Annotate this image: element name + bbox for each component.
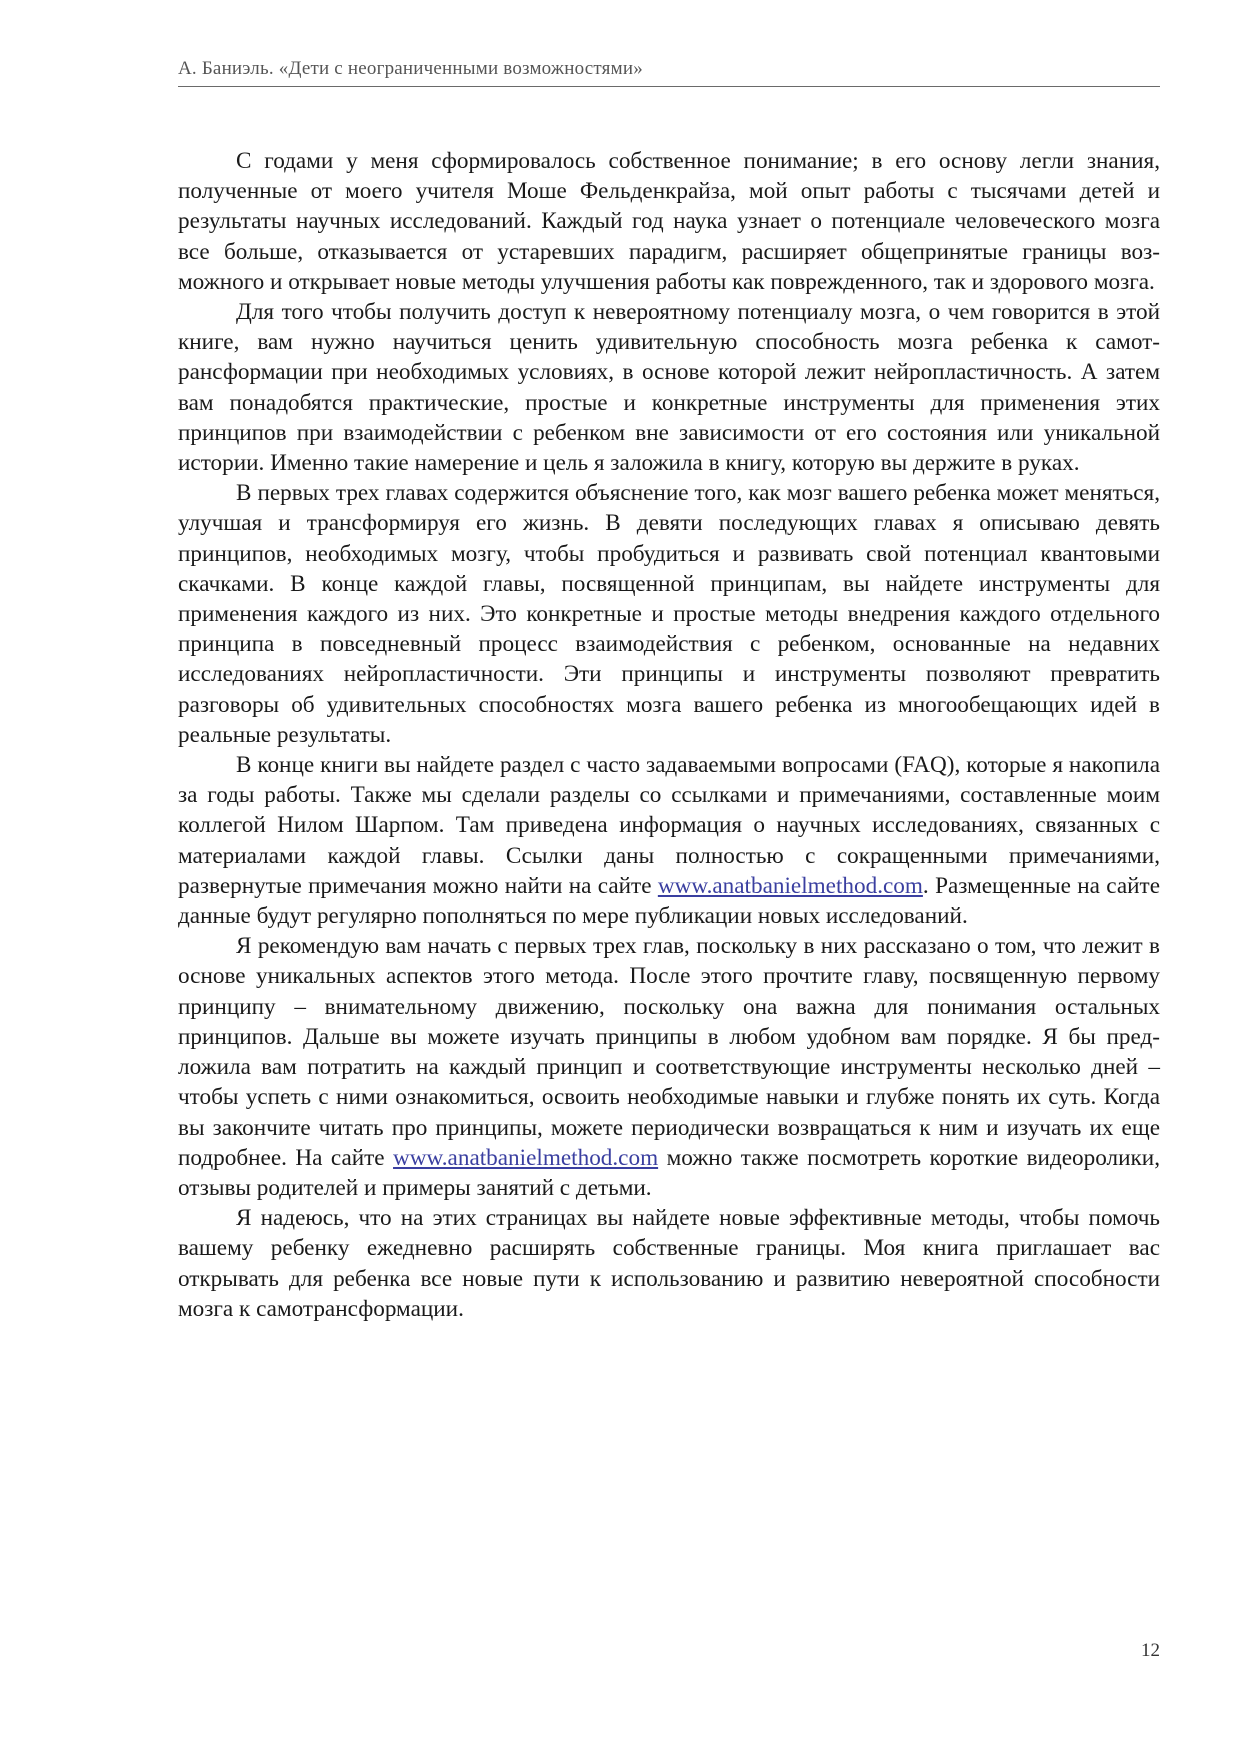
paragraph-2: Для того чтобы получить доступ к невероятному потенциалу мозга, о чем говорится в этой книге, вам нужно научиться ценить удивительную способность мозга ребенка к самотрансформации при необходимых условиях, в основе которой лежит нейропластичность. А затем вам понадобятся практические, простые и конкретные инструменты для применения этих принципов при взаимодействии с ребенком вне зависимости от его состояния или уникальной истории. Именно такие намерение и цель я заложила в книгу, которую вы держите в руках. [178, 299, 1160, 477]
paragraph-5-text-before-link: Я рекомендую вам начать с первых трех глав, поскольку в них рассказано о том, что лежит в основе уникальных аспектов этого метода. После этого прочтите главу, посвященную первому принципу – внимательному движению, поскольку она важна для понимания остальных принципов. Дальше вы можете изучать принципы в любом удобном вам порядке. Я бы предложила вам потратить на каждый принцип и соответствующие инструменты несколько дней – чтобы успеть с ними ознакомиться, освоить необходимые навыки и глубже понять их суть. Когда вы закончите читать про принципы, можете периодически возвращаться к ним и изучать их еще подробнее. На сайте [178, 933, 1160, 1171]
website-link[interactable]: www.anatbanielmethod.com [657, 872, 923, 899]
website-link[interactable]: www.anatbanielmethod.com [393, 1144, 659, 1171]
body-text [178, 146, 1160, 1324]
paragraph-6: Я надеюсь, что на этих страницах вы найдете новые эффективные методы, чтобы помочь вашему ребенку ежедневно расширять собственные границы. Моя книга приглашает вас открывать для ребенка все новые пути к использованию и развитию невероятной способности мозга к самотрансформации. [178, 1205, 1160, 1322]
paragraph-4-text-after-link: . Размещенные на сайте данные будут регулярно пополняться по мере публикации новых исследований. [178, 872, 1160, 930]
paragraph-5 [178, 931, 1160, 1203]
paragraph-5-text-after-link: можно также посмотреть короткие видеоролики, отзывы родителей и примеры занятий с детьми. [178, 1144, 1160, 1201]
header-divider [178, 86, 1160, 87]
page-number: 12 [1141, 1640, 1160, 1661]
paragraph-4-text-before-link: В конце книги вы найдете раздел с часто задаваемыми вопросами (FAQ), которые я накопила за годы работы. Также мы сделали разделы со ссылками и примечаниями, составленные моим коллегой Нилом Шарпом. Там приведена информация о научных исследованиях, связанных с материалами каждой главы. Ссылки даны полностью с сокращенными примечаниями, развернутые примечания можно найти на сайте [178, 752, 1160, 899]
running-header: А. Баниэль. «Дети с неограниченными возможностями» [178, 58, 643, 79]
paragraph-1: С годами у меня сформировалось собственное понимание; в его основу легли знания, полученные от моего учителя Моше Фельденкрайза, мой опыт работы с тысячами детей и результаты научных исследований. Каждый год наука узнает о потенциале человеческого мозга все больше, отказывается от устаревших парадигм, расширяет общепринятые границы возможного и открывает новые методы улучшения работы как поврежденного, так и здорового мозга. [178, 148, 1160, 295]
paragraph-3: В первых трех главах содержится объяснение того, как мозг вашего ребенка может меняться, улучшая и трансформируя его жизнь. В девяти последующих главах я описываю девять принципов, необходимых мозгу, чтобы пробудиться и развивать свой потенциал квантовыми скачками. В конце каждой главы, посвященной принципам, вы найдете инструменты для применения каждого из них. Это конкретные и простые методы внедрения каждого отдельного принципа в повседневный процесс взаимодействия с ребенком, основанные на недавних исследованиях нейропластичности. Эти принципы и инструменты позволяют превратить разговоры об удивительных способностях мозга вашего ребенка из многообещающих идей в реальные результаты. [178, 480, 1160, 748]
paragraph-4 [178, 750, 1160, 931]
